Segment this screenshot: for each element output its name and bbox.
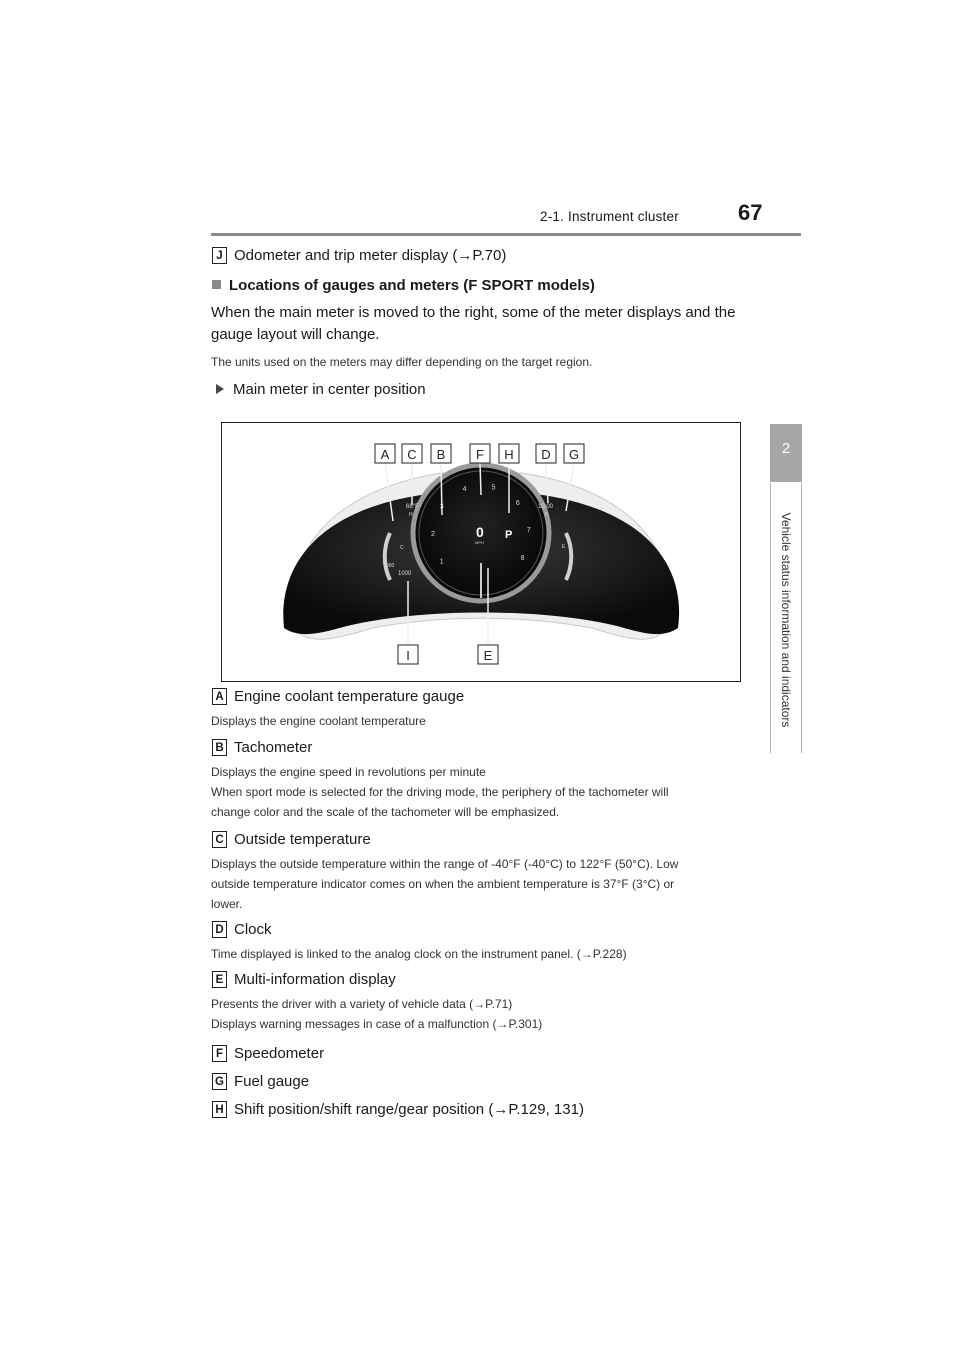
item-title: Shift position/shift range/gear position (→P.129, 131)	[234, 1101, 584, 1118]
outside-temp: 68°F	[406, 504, 419, 510]
subheading: Main meter in center position	[216, 381, 426, 398]
item-description: lower.	[211, 897, 243, 911]
item-description: Displays the engine speed in revolutions per minute	[211, 765, 486, 779]
badge-b: B	[212, 739, 227, 756]
odometer: 000	[386, 563, 395, 569]
item-title: Speedometer	[234, 1045, 325, 1062]
badge-f: F	[212, 1045, 227, 1062]
callouts-top	[375, 444, 584, 463]
badge-e: E	[212, 971, 227, 988]
svg-text:I: I	[406, 648, 410, 663]
badge-g: G	[212, 1073, 227, 1090]
page-number: 67	[738, 200, 763, 225]
coolant-c: C	[400, 545, 404, 551]
item-description: Displays the outside temperature within the range of -40°F (-40°C) to 122°F (50°C). Low	[211, 857, 679, 871]
svg-text:E: E	[483, 648, 493, 663]
svg-text:A: A	[380, 447, 390, 462]
item-title: Outside temperature	[234, 831, 371, 848]
item-title: Fuel gauge	[234, 1073, 310, 1090]
section-title: 2-1. Instrument cluster	[540, 209, 679, 224]
instrument-cluster-figure	[221, 422, 741, 682]
rpm-scale: 1000	[398, 571, 412, 577]
callout-g	[564, 444, 584, 463]
tach-number: 8	[520, 555, 525, 562]
paragraph-line-1: When the main meter is moved to the right, some of the meter displays and the	[211, 304, 736, 321]
svg-text:G: G	[568, 447, 580, 462]
item-description: change color and the scale of the tachometer will be emphasized.	[211, 805, 560, 819]
paragraph-line-2: gauge layout will change.	[211, 326, 380, 343]
gear-indicator: P	[505, 529, 513, 541]
triangle-bullet-icon	[216, 384, 224, 394]
tach-number: 7	[526, 526, 531, 534]
callout-h	[499, 444, 519, 463]
callout-e	[478, 645, 498, 664]
temp-h: H	[409, 512, 413, 518]
odometer-line: Odometer and trip meter display (→P.70)	[234, 247, 507, 264]
svg-text:B: B	[436, 447, 446, 462]
units-note: The units used on the meters may differ depending on the target region.	[211, 355, 593, 369]
svg-text:H: H	[504, 447, 514, 462]
badge-c: C	[212, 831, 227, 848]
tach-number: 4	[462, 485, 467, 493]
tach-number: 3	[439, 503, 444, 511]
callout-c	[402, 444, 422, 463]
badge-h: H	[212, 1101, 227, 1118]
tach-number: 1	[439, 558, 444, 566]
tach-number: 5	[491, 484, 496, 492]
svg-text:C: C	[407, 447, 417, 462]
tach-number: 2	[431, 531, 435, 538]
speed-readout: 0	[476, 524, 484, 540]
item-title: Tachometer	[234, 739, 313, 756]
clock-display: 10:00	[538, 504, 554, 510]
square-bullet-icon	[212, 280, 221, 289]
fuel-e: E	[562, 544, 566, 550]
badge-d: D	[212, 921, 227, 938]
item-description: Time displayed is linked to the analog clock on the instrument panel. (→P.228)	[211, 947, 627, 961]
speed-unit: MPH	[475, 540, 484, 545]
badge-j: J	[212, 247, 227, 264]
svg-text:D: D	[541, 447, 551, 462]
item-description: Displays warning messages in case of a malfunction (→P.301)	[211, 1017, 543, 1031]
item-description: Displays the engine coolant temperature	[211, 714, 426, 728]
item-title: Clock	[234, 921, 272, 938]
callout-f	[470, 444, 490, 463]
item-description: Presents the driver with a variety of vehicle data (→P.71)	[211, 997, 513, 1011]
fuel-f: F	[545, 512, 549, 518]
chapter-title: Vehicle status information and indicators	[779, 512, 793, 728]
callouts-bottom	[398, 645, 498, 664]
callout-a	[375, 444, 395, 463]
callout-b	[431, 444, 451, 463]
item-title: Multi-information display	[234, 971, 396, 988]
section-heading: Locations of gauges and meters (F SPORT models)	[212, 277, 595, 294]
item-description: outside temperature indicator comes on when the ambient temperature is 37°F (3°C) or	[211, 877, 675, 891]
item-title: Engine coolant temperature gauge	[234, 688, 465, 705]
header-rule	[211, 233, 801, 236]
callout-i	[398, 645, 418, 664]
svg-text:F: F	[476, 447, 484, 462]
item-description: When sport mode is selected for the driving mode, the periphery of the tachometer will	[211, 785, 669, 799]
chapter-number: 2	[781, 440, 791, 457]
cluster-illustration	[222, 423, 740, 681]
tach-number: 6	[515, 500, 520, 508]
callout-d	[536, 444, 556, 463]
badge-a: A	[212, 688, 227, 705]
